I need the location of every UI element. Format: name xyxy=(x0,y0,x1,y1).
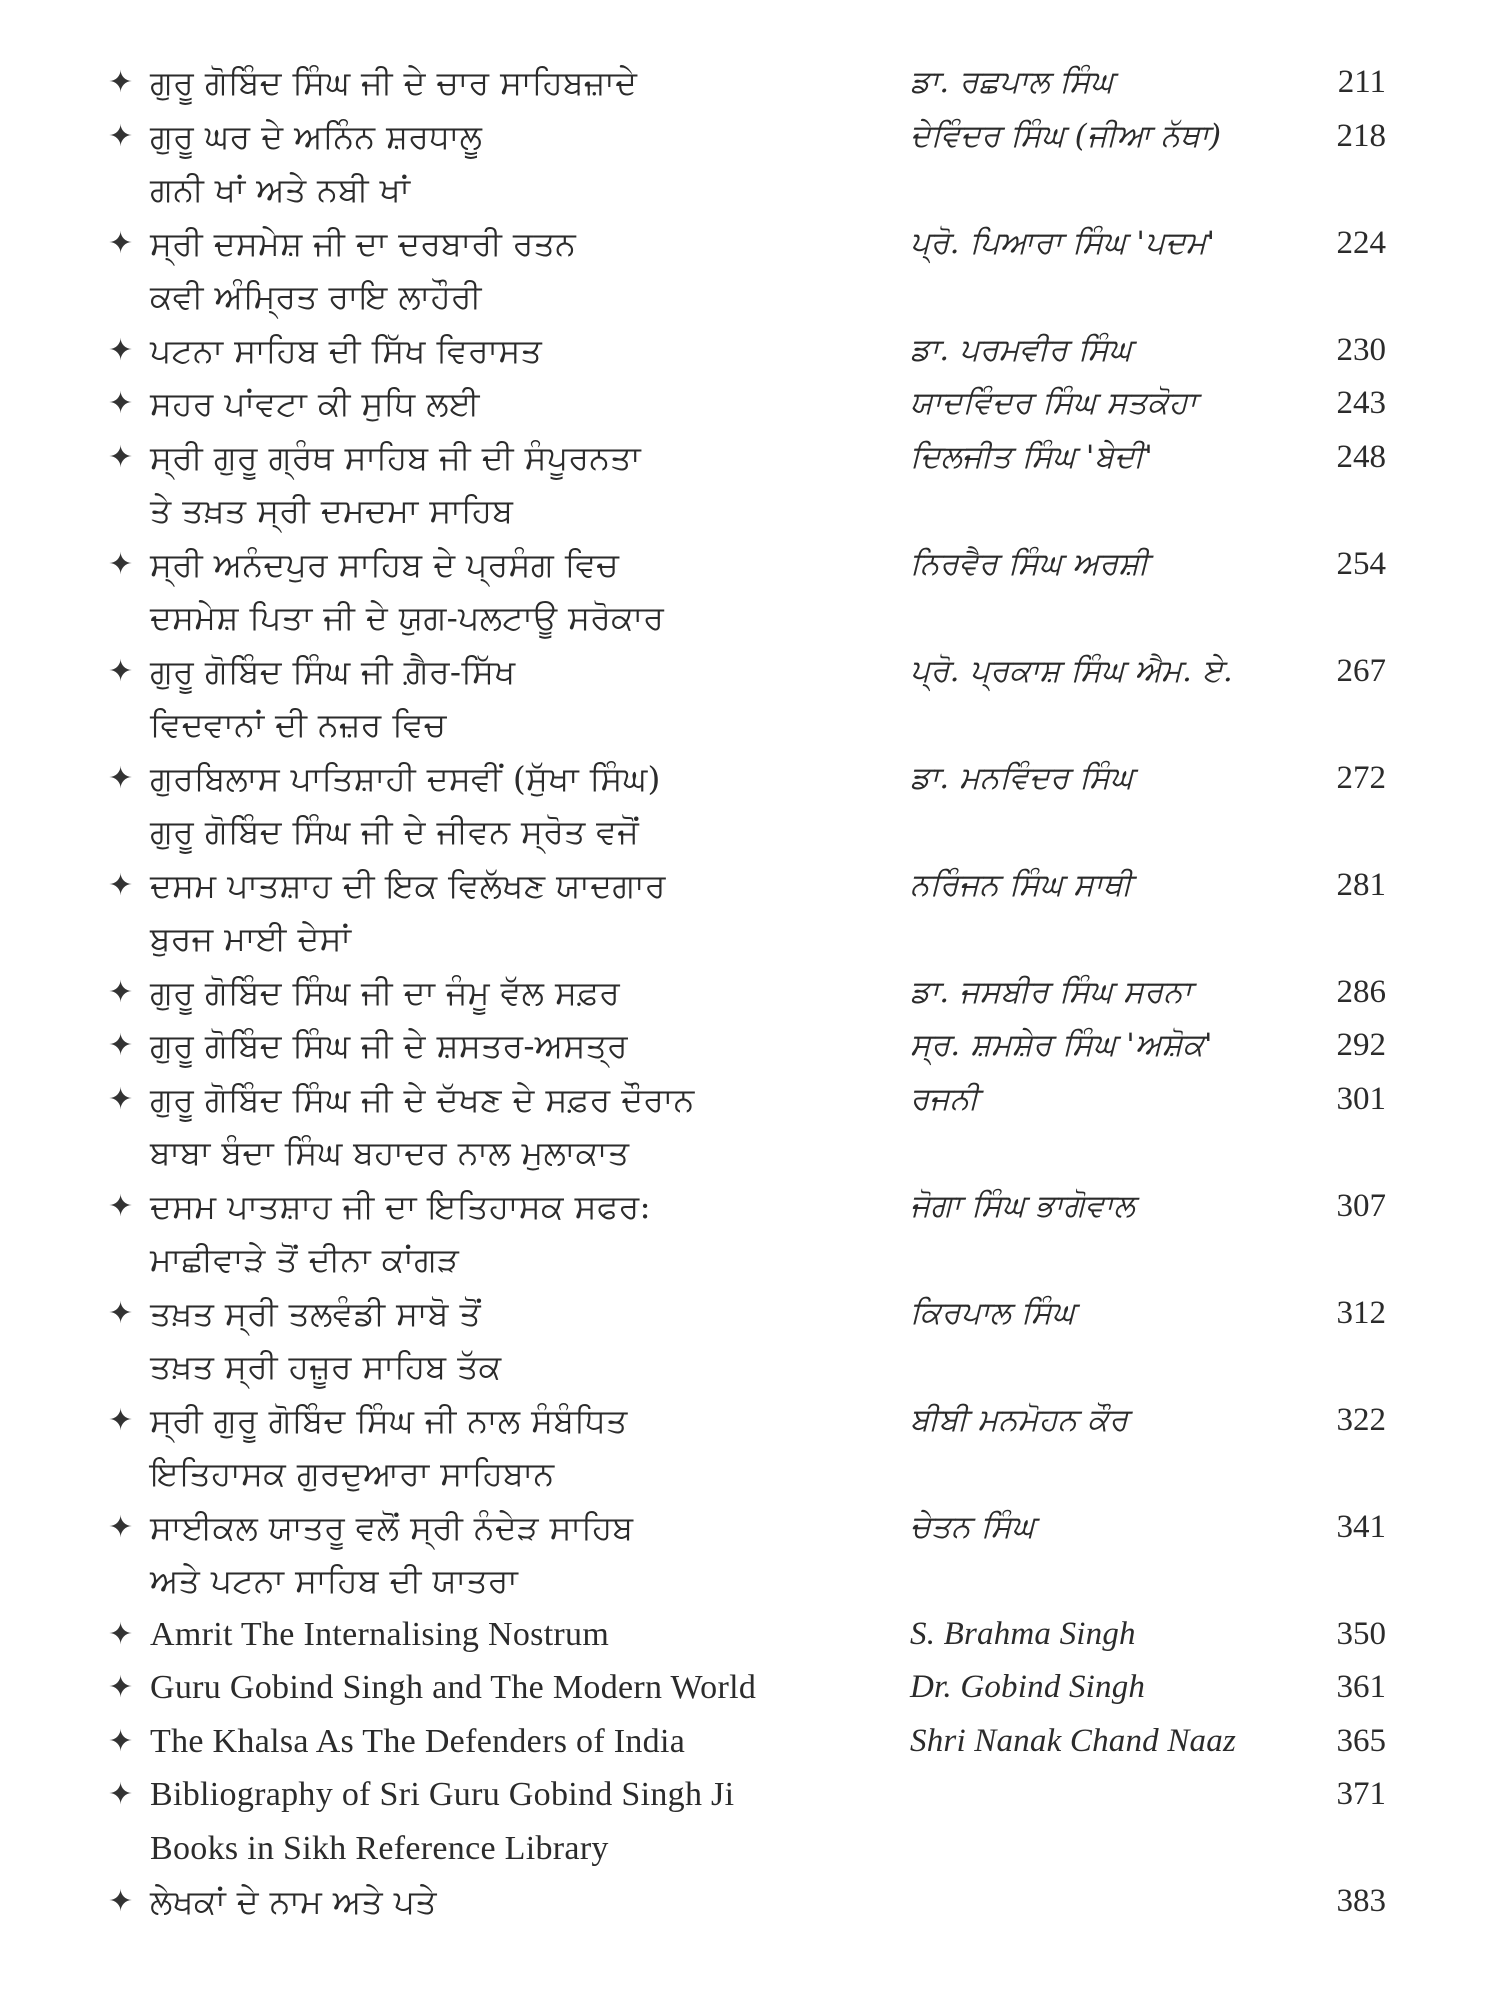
entry-title-line: ਗੁਰੂ ਘਰ ਦੇ ਅਨਿੰਨ ਸ਼ਰਧਾਲੂ xyxy=(150,116,483,156)
star-bullet-icon: ✦ xyxy=(108,760,134,796)
star-bullet-icon: ✦ xyxy=(108,653,134,689)
entry-page-number: 383 xyxy=(1336,1883,1386,1919)
star-bullet-icon: ✦ xyxy=(108,1723,134,1759)
entry-author: Shri Nanak Chand Naaz xyxy=(910,1722,1236,1759)
entry-title xyxy=(150,1180,910,1287)
star-bullet-icon: ✦ xyxy=(108,1081,134,1117)
entry-title-line: ਗੁਰੂ ਗੋਬਿੰਦ ਸਿੰਘ ਜੀ ਦੇ ਜੀਵਨ ਸ੍ਰੋਤ ਵਜੋਂ xyxy=(150,812,640,851)
entry-title-line: ਸ੍ਰੀ ਅਨੰਦਪੁਰ ਸਾਹਿਬ ਦੇ ਪ੍ਰਸੰਗ ਵਿਚ xyxy=(150,544,619,584)
table-of-contents xyxy=(0,56,1500,1929)
entry-title-line: ਗੁਰੂ ਗੋਬਿੰਦ ਸਿੰਘ ਜੀ ਦਾ ਜੰਮੂ ਵੱਲ ਸਫ਼ਰ xyxy=(150,972,621,1012)
toc-entry xyxy=(0,538,1500,645)
entry-title xyxy=(150,56,910,110)
entry-title xyxy=(150,1875,910,1929)
toc-entry xyxy=(0,217,1500,324)
toc-entry xyxy=(0,1019,1500,1073)
entry-title-line: ਗੁਰੂ ਗੋਬਿੰਦ ਸਿੰਘ ਜੀ ਗ਼ੈਰ-ਸਿੱਖ xyxy=(150,651,516,691)
star-bullet-icon: ✦ xyxy=(108,332,134,368)
entry-title-line: ਮਾਛੀਵਾੜੇ ਤੋਂ ਦੀਨਾ ਕਾਂਗੜ xyxy=(150,1240,460,1279)
star-bullet-icon: ✦ xyxy=(108,1777,134,1812)
entry-title-line: ਇਤਿਹਾਸਕ ਗੁਰਦੁਆਰਾ ਸਾਹਿਬਾਨ xyxy=(150,1454,555,1493)
star-bullet-icon: ✦ xyxy=(108,1028,134,1063)
star-bullet-icon: ✦ xyxy=(108,1188,134,1224)
entry-page-number: 243 xyxy=(1336,385,1386,421)
entry-title-line: ਸ੍ਰੀ ਦਸਮੇਸ਼ ਜੀ ਦਾ ਦਰਬਾਰੀ ਰਤਨ xyxy=(150,223,577,263)
entry-title xyxy=(150,1661,910,1715)
entry-author: ਕਿਰਪਾਲ ਸਿੰਘ xyxy=(910,1294,1076,1331)
entry-page-number: 211 xyxy=(1337,64,1386,100)
entry-page-number: 254 xyxy=(1336,545,1386,582)
entry-title xyxy=(150,538,910,645)
star-bullet-icon: ✦ xyxy=(108,225,134,261)
toc-entry xyxy=(0,56,1500,110)
star-bullet-icon: ✦ xyxy=(108,65,134,100)
star-bullet-icon: ✦ xyxy=(108,1509,134,1545)
entry-author: ਡਾ. ਪਰਮਵੀਰ ਸਿੰਘ xyxy=(910,331,1133,368)
entry-author: ਨਿਰਵੈਰ ਸਿੰਘ ਅਰਸ਼ੀ xyxy=(910,545,1149,582)
entry-title xyxy=(150,110,910,217)
entry-author: ਦੇਵਿੰਦਰ ਸਿੰਘ (ਜੀਆ ਨੱਥਾ) xyxy=(910,117,1222,154)
entry-title-line: ਦਸਮੇਸ਼ ਪਿਤਾ ਜੀ ਦੇ ਯੁਗ-ਪਲਟਾਊ ਸਰੋਕਾਰ xyxy=(150,598,665,637)
star-bullet-icon: ✦ xyxy=(108,1670,134,1705)
entry-title xyxy=(150,1501,910,1608)
star-bullet-icon: ✦ xyxy=(108,974,134,1010)
star-bullet-icon: ✦ xyxy=(108,1884,134,1919)
star-bullet-icon: ✦ xyxy=(108,1295,134,1331)
entry-page-number: 230 xyxy=(1336,331,1386,368)
entry-title-line: ਲੇਖਕਾਂ ਦੇ ਨਾਮ ਅਤੇ ਪਤੇ xyxy=(150,1882,437,1921)
entry-title-line: ਪਟਨਾ ਸਾਹਿਬ ਦੀ ਸਿੱਖ ਵਿਰਾਸਤ xyxy=(150,330,543,370)
entry-page-number: 224 xyxy=(1336,224,1386,261)
entry-page-number: 322 xyxy=(1336,1401,1386,1438)
toc-entry xyxy=(0,752,1500,859)
entry-title-line: ਵਿਦਵਾਨਾਂ ਦੀ ਨਜ਼ਰ ਵਿਚ xyxy=(150,705,447,744)
entry-page-number: 301 xyxy=(1336,1080,1386,1117)
toc-entry xyxy=(0,1768,1500,1875)
entry-title xyxy=(150,324,910,378)
entry-title-line: ਸਹਰ ਪਾਂਵਟਾ ਕੀ ਸੁਧਿ ਲਈ xyxy=(150,384,480,423)
entry-author: ਬੀਬੀ ਮਨਮੋਹਨ ਕੌਰ xyxy=(910,1401,1129,1438)
entry-author: ਡਾ. ਜਸਬੀਰ ਸਿੰਘ ਸਰਨਾ xyxy=(910,973,1192,1010)
entry-title xyxy=(150,1768,910,1875)
entry-title-line: ਤਖ਼ਤ ਸ੍ਰੀ ਤਲਵੰਡੀ ਸਾਬੋ ਤੋਂ xyxy=(150,1293,481,1333)
entry-page-number: 350 xyxy=(1336,1615,1386,1652)
entry-author: ਜੋਗਾ ਸਿੰਘ ਭਾਗੋਵਾਲ xyxy=(910,1187,1135,1224)
entry-title xyxy=(150,377,910,431)
entry-title-line: Bibliography of Sri Guru Gobind Singh Ji xyxy=(150,1776,735,1813)
toc-entry xyxy=(0,1661,1500,1715)
entry-title xyxy=(150,645,910,752)
entry-title-line: Books in Sikh Reference Library xyxy=(150,1829,609,1867)
entry-title xyxy=(150,859,910,966)
entry-title-line: ਤਖ਼ਤ ਸ੍ਰੀ ਹਜ਼ੂਰ ਸਾਹਿਬ ਤੱਕ xyxy=(150,1347,502,1386)
toc-entry xyxy=(0,966,1500,1020)
entry-author: ਦਿਲਜੀਤ ਸਿੰਘ 'ਬੇਦੀ' xyxy=(910,438,1153,475)
entry-author: ਪ੍ਰੋ. ਪ੍ਰਕਾਸ਼ ਸਿੰਘ ਐਮ. ਏ. xyxy=(910,652,1233,689)
entry-title-line: The Khalsa As The Defenders of India xyxy=(150,1722,686,1760)
entry-title xyxy=(150,431,910,538)
entry-author: S. Brahma Singh xyxy=(910,1615,1136,1652)
entry-title-line: ਸ੍ਰੀ ਗੁਰੂ ਗ੍ਰੰਥ ਸਾਹਿਬ ਜੀ ਦੀ ਸੰਪੂਰਨਤਾ xyxy=(150,437,642,477)
entry-title-line: ਬੁਰਜ ਮਾਈ ਦੇਸਾਂ xyxy=(150,919,352,958)
entry-title xyxy=(150,1715,910,1769)
entry-page-number: 312 xyxy=(1336,1294,1386,1331)
entry-title xyxy=(150,1394,910,1501)
entry-title xyxy=(150,1019,910,1073)
entry-title-line: ਦਸਮ ਪਾਤਸ਼ਾਹ ਦੀ ਇਕ ਵਿਲੱਖਣ ਯਾਦਗਾਰ xyxy=(150,865,666,905)
toc-entry xyxy=(0,1287,1500,1394)
star-bullet-icon: ✦ xyxy=(108,118,134,154)
entry-title-line: Guru Gobind Singh and The Modern World xyxy=(150,1669,757,1706)
entry-page-number: 361 xyxy=(1336,1669,1386,1705)
entry-title-line: ਸ੍ਰੀ ਗੁਰੂ ਗੋਬਿੰਦ ਸਿੰਘ ਜੀ ਨਾਲ ਸੰਬੰਧਿਤ xyxy=(150,1400,628,1440)
entry-page-number: 218 xyxy=(1336,117,1386,154)
entry-author: ਚੇਤਨ ਸਿੰਘ xyxy=(910,1508,1035,1545)
entry-author: ਨਰਿੰਜਨ ਸਿੰਘ ਸਾਥੀ xyxy=(910,866,1133,903)
toc-entry xyxy=(0,1608,1500,1662)
entry-author: ਰਜਨੀ xyxy=(910,1080,979,1117)
star-bullet-icon: ✦ xyxy=(108,867,134,903)
entry-title xyxy=(150,966,910,1020)
toc-entry xyxy=(0,1073,1500,1180)
entry-title-line: ਗੁਰੂ ਗੋਬਿੰਦ ਸਿੰਘ ਜੀ ਦੇ ਦੱਖਣ ਦੇ ਸਫ਼ਰ ਦੌਰਾਨ xyxy=(150,1079,695,1119)
entry-title-line: ਗੁਰਬਿਲਾਸ ਪਾਤਿਸ਼ਾਹੀ ਦਸਵੀਂ (ਸੁੱਖਾ ਸਿੰਘ) xyxy=(150,758,661,798)
entry-title xyxy=(150,752,910,859)
toc-entry xyxy=(0,377,1500,431)
toc-entry xyxy=(0,324,1500,378)
entry-page-number: 341 xyxy=(1336,1508,1386,1545)
star-bullet-icon: ✦ xyxy=(108,1616,134,1652)
entry-page-number: 267 xyxy=(1336,652,1386,689)
entry-title-line: ਗੁਰੂ ਗੋਬਿੰਦ ਸਿੰਘ ਜੀ ਦੇ ਸ਼ਸਤਰ-ਅਸਤ੍ਰ xyxy=(150,1026,628,1065)
entry-title-line: ਅਤੇ ਪਟਨਾ ਸਾਹਿਬ ਦੀ ਯਾਤਰਾ xyxy=(150,1561,519,1600)
toc-entry xyxy=(0,1875,1500,1929)
toc-entry xyxy=(0,1180,1500,1287)
toc-entry xyxy=(0,1715,1500,1769)
entry-author: ਡਾ. ਮਨਵਿੰਦਰ ਸਿੰਘ xyxy=(910,759,1134,796)
toc-entry xyxy=(0,1501,1500,1608)
entry-title-line: ਸਾਈਕਲ ਯਾਤਰੂ ਵਲੋਂ ਸ੍ਰੀ ਨੰਦੇੜ ਸਾਹਿਬ xyxy=(150,1507,634,1547)
toc-entry xyxy=(0,645,1500,752)
toc-entry xyxy=(0,1394,1500,1501)
star-bullet-icon: ✦ xyxy=(108,386,134,421)
entry-author: ਸ੍ਰ. ਸ਼ਮਸ਼ੇਰ ਸਿੰਘ 'ਅਸ਼ੋਕ' xyxy=(910,1027,1213,1063)
toc-entry xyxy=(0,110,1500,217)
toc-entry xyxy=(0,431,1500,538)
entry-title xyxy=(150,217,910,324)
toc-entry xyxy=(0,859,1500,966)
entry-author: Dr. Gobind Singh xyxy=(910,1669,1146,1705)
entry-page-number: 286 xyxy=(1336,973,1386,1010)
entry-author: ਪ੍ਰੋ. ਪਿਆਰਾ ਸਿੰਘ 'ਪਦਮ' xyxy=(910,224,1216,261)
star-bullet-icon: ✦ xyxy=(108,546,134,582)
entry-page-number: 365 xyxy=(1336,1722,1386,1759)
star-bullet-icon: ✦ xyxy=(108,1402,134,1438)
entry-title xyxy=(150,1073,910,1180)
entry-page-number: 281 xyxy=(1336,866,1386,903)
entry-title-line: ਬਾਬਾ ਬੰਦਾ ਸਿੰਘ ਬਹਾਦਰ ਨਾਲ ਮੁਲਾਕਾਤ xyxy=(150,1133,630,1172)
entry-title-line: ਤੇ ਤਖ਼ਤ ਸ੍ਰੀ ਦਮਦਮਾ ਸਾਹਿਬ xyxy=(150,491,514,530)
entry-author: ਡਾ. ਰਛਪਾਲ ਸਿੰਘ xyxy=(910,64,1114,100)
entry-page-number: 248 xyxy=(1336,438,1386,475)
entry-title-line: ਦਸਮ ਪਾਤਸ਼ਾਹ ਜੀ ਦਾ ਇਤਿਹਾਸਕ ਸਫਰ: xyxy=(150,1186,651,1226)
entry-title-line: Amrit The Internalising Nostrum xyxy=(150,1615,610,1653)
entry-page-number: 371 xyxy=(1336,1776,1386,1812)
entry-title-line: ਗੁਰੂ ਗੋਬਿੰਦ ਸਿੰਘ ਜੀ ਦੇ ਚਾਰ ਸਾਹਿਬਜ਼ਾਦੇ xyxy=(150,63,638,102)
entry-title xyxy=(150,1608,910,1662)
entry-title-line: ਗਨੀ ਖਾਂ ਅਤੇ ਨਬੀ ਖਾਂ xyxy=(150,170,411,209)
entry-title-line: ਕਵੀ ਅੰਮ੍ਰਿਤ ਰਾਇ ਲਾਹੌਰੀ xyxy=(150,277,482,316)
entry-page-number: 272 xyxy=(1336,759,1386,796)
entry-title xyxy=(150,1287,910,1394)
star-bullet-icon: ✦ xyxy=(108,439,134,475)
entry-author: ਯਾਦਵਿੰਦਰ ਸਿੰਘ ਸਤਕੋਹਾ xyxy=(910,385,1197,421)
entry-page-number: 292 xyxy=(1336,1027,1386,1063)
entry-page-number: 307 xyxy=(1336,1187,1386,1224)
